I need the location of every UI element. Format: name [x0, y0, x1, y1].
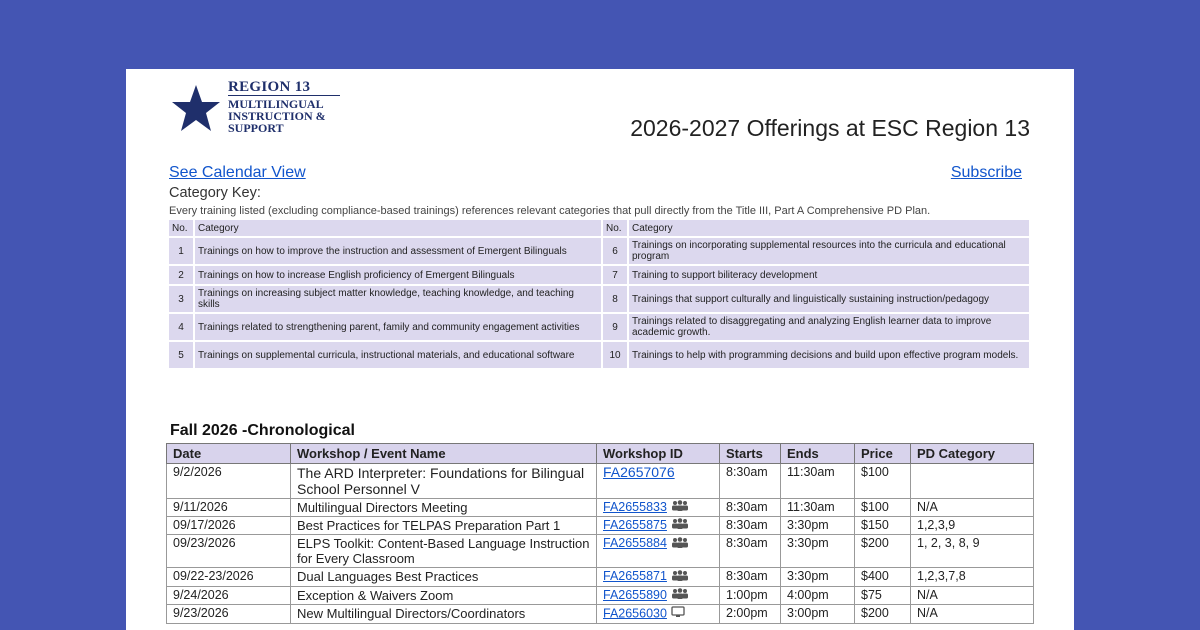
key-category: Trainings on how to increase English proficiency of Emergent Bilinguals	[195, 266, 603, 286]
key-no: 6	[603, 238, 629, 266]
row-date: 9/2/2026	[167, 464, 291, 499]
row-pd-category: 1, 2, 3, 8, 9	[911, 535, 1034, 568]
group-icon	[671, 570, 689, 585]
workshop-id-link[interactable]: FA2655875	[603, 518, 667, 533]
row-price: $75	[855, 586, 911, 604]
key-col-no: No.	[169, 220, 195, 238]
logo-line4: SUPPORT	[228, 121, 284, 135]
row-ends: 3:30pm	[781, 517, 855, 535]
key-no: 10	[603, 342, 629, 370]
row-starts: 8:30am	[720, 535, 781, 568]
logo-text	[228, 81, 340, 134]
group-icon	[671, 588, 689, 603]
key-row	[169, 342, 1031, 370]
row-date: 9/23/2026	[167, 604, 291, 623]
row-date: 09/22-23/2026	[167, 568, 291, 586]
workshop-id-link[interactable]: FA2655833	[603, 500, 667, 514]
col-starts: Starts	[720, 444, 781, 464]
row-workshop-id	[597, 517, 720, 535]
row-starts: 8:30am	[720, 517, 781, 535]
workshop-id-link[interactable]: FA2656030	[603, 606, 667, 621]
logo-line3: INSTRUCTION &	[228, 109, 326, 123]
row-workshop-id	[597, 535, 720, 568]
subscribe-link[interactable]: Subscribe	[950, 164, 1022, 181]
col-name: Workshop / Event Name	[291, 444, 597, 464]
key-no: 7	[603, 266, 629, 286]
group-icon	[671, 518, 689, 533]
workshop-id-link[interactable]: FA2655890	[603, 587, 667, 602]
table-row	[167, 464, 1034, 499]
key-no: 1	[169, 238, 195, 266]
document-title: 2026-2027 Offerings at ESC Region 13	[630, 115, 1030, 141]
category-key-description: Every training listed (excluding compliance-based trainings) references relevant categories that pull directly from the Title III, Part A Comprehensive PD Plan.	[169, 205, 931, 217]
col-date: Date	[167, 444, 291, 464]
key-category: Trainings that support culturally and linguistically sustaining instruction/pedagogy	[629, 286, 1031, 314]
key-no: 5	[169, 342, 195, 370]
workshop-id-link[interactable]: FA2657076	[603, 464, 675, 480]
workshop-id-link[interactable]: FA2655884	[603, 536, 667, 551]
row-ends: 4:00pm	[781, 586, 855, 604]
key-col-category: Category	[629, 220, 1031, 238]
key-col-no: No.	[603, 220, 629, 238]
row-ends: 3:30pm	[781, 535, 855, 568]
row-date: 9/11/2026	[167, 499, 291, 517]
key-category: Trainings to help with programming decisions and build upon effective program models.	[629, 342, 1031, 370]
key-category: Trainings on increasing subject matter knowledge, teaching knowledge, and teaching skills	[195, 286, 603, 314]
group-icon	[671, 500, 689, 515]
monitor-icon	[671, 606, 685, 622]
row-workshop-id	[597, 604, 720, 623]
key-category: Trainings on supplemental curricula, instructional materials, and educational software	[195, 342, 603, 370]
fall-section-heading: Fall 2026 -Chronological	[170, 422, 355, 439]
key-category: Training to support biliteracy development	[629, 266, 1031, 286]
row-price: $100	[855, 464, 911, 499]
logo-line2: MULTILINGUAL	[228, 97, 324, 111]
row-ends: 11:30am	[781, 464, 855, 499]
table-row	[167, 604, 1034, 623]
key-category: Trainings related to disaggregating and analyzing English learner data to improve academic growth.	[629, 314, 1031, 342]
row-starts: 2:00pm	[720, 604, 781, 623]
row-pd-category	[911, 464, 1034, 499]
row-workshop-id	[597, 568, 720, 586]
row-pd-category: N/A	[911, 499, 1034, 517]
key-category: Trainings on incorporating supplemental resources into the curricula and educational program	[629, 238, 1031, 266]
row-price: $200	[855, 535, 911, 568]
key-no: 4	[169, 314, 195, 342]
row-date: 09/23/2026	[167, 535, 291, 568]
category-key-heading: Category Key:	[169, 185, 261, 201]
key-no: 9	[603, 314, 629, 342]
key-no: 2	[169, 266, 195, 286]
row-date: 9/24/2026	[167, 586, 291, 604]
row-starts: 8:30am	[720, 464, 781, 499]
document-page	[126, 69, 1074, 630]
calendar-view-link[interactable]: See Calendar View	[169, 164, 306, 181]
row-workshop-id	[597, 586, 720, 604]
key-col-category: Category	[195, 220, 603, 238]
table-row	[167, 568, 1034, 586]
row-date: 09/17/2026	[167, 517, 291, 535]
row-name: ELPS Toolkit: Content-Based Language Instruction for Every Classroom	[291, 535, 597, 568]
key-category: Trainings on how to improve the instruction and assessment of Emergent Bilinguals	[195, 238, 603, 266]
row-workshop-id	[597, 464, 720, 499]
row-price: $100	[855, 499, 911, 517]
key-row	[169, 266, 1031, 286]
group-icon	[671, 537, 689, 552]
key-row	[169, 238, 1031, 266]
table-row	[167, 586, 1034, 604]
row-ends: 11:30am	[781, 499, 855, 517]
col-price: Price	[855, 444, 911, 464]
row-price: $200	[855, 604, 911, 623]
row-ends: 3:00pm	[781, 604, 855, 623]
col-workshop-id: Workshop ID	[597, 444, 720, 464]
row-price: $400	[855, 568, 911, 586]
workshop-id-link[interactable]: FA2655871	[603, 569, 667, 584]
row-price: $150	[855, 517, 911, 535]
fall-schedule-table	[166, 443, 1034, 624]
row-pd-category: N/A	[911, 604, 1034, 623]
row-starts: 8:30am	[720, 568, 781, 586]
row-name: The ARD Interpreter: Foundations for Bilingual School Personnel V	[291, 464, 597, 499]
key-no: 8	[603, 286, 629, 314]
row-pd-category: N/A	[911, 586, 1034, 604]
key-row	[169, 286, 1031, 314]
row-starts: 8:30am	[720, 499, 781, 517]
row-pd-category: 1,2,3,9	[911, 517, 1034, 535]
key-no: 3	[169, 286, 195, 314]
key-category: Trainings related to strengthening parent, family and community engagement activities	[195, 314, 603, 342]
star-icon	[170, 83, 222, 135]
key-row	[169, 314, 1031, 342]
row-name: Multilingual Directors Meeting	[291, 499, 597, 517]
row-starts: 1:00pm	[720, 586, 781, 604]
row-name: Exception & Waivers Zoom	[291, 586, 597, 604]
logo-line1: REGION 13	[228, 81, 340, 96]
row-name: New Multilingual Directors/Coordinators	[291, 604, 597, 623]
col-ends: Ends	[781, 444, 855, 464]
table-row	[167, 517, 1034, 535]
row-workshop-id	[597, 499, 720, 517]
row-pd-category: 1,2,3,7,8	[911, 568, 1034, 586]
table-row	[167, 535, 1034, 568]
table-row	[167, 499, 1034, 517]
category-key-table	[169, 220, 1031, 370]
row-name: Dual Languages Best Practices	[291, 568, 597, 586]
row-name: Best Practices for TELPAS Preparation Part 1	[291, 517, 597, 535]
col-pd-category: PD Category	[911, 444, 1034, 464]
row-ends: 3:30pm	[781, 568, 855, 586]
